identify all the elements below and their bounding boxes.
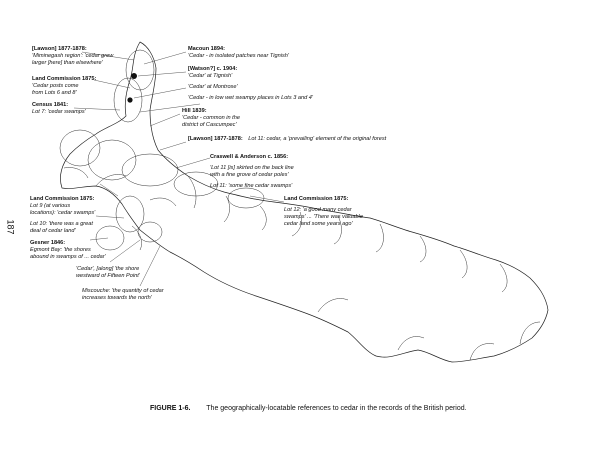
annotation-macoun [188, 46, 289, 60]
annotation-quote: westward of Fifteen Point' [76, 273, 140, 279]
annotation-cedar-along-shore [76, 266, 140, 280]
figure-caption [150, 405, 467, 412]
annotation-quote: with a fine grove of cedar poles' [210, 172, 289, 178]
annotation-lawson-early [32, 46, 113, 67]
figure-label: FIGURE 1-6. [150, 405, 191, 412]
annotation-heading: Macoun 1894: [188, 46, 225, 52]
annotation-quote: 'Cedar', [along] 'the shore [76, 266, 140, 272]
annotation-quote: district of Cascumpec' [182, 122, 237, 128]
annotation-quote: deal of cedar land' [30, 228, 76, 234]
annotation-quote: Lot 10: 'there was a great [30, 221, 93, 227]
annotation-land-commission-c [284, 196, 363, 228]
annotation-watson [188, 66, 313, 102]
annotation-quote: 'Cedar' at Montrose' [188, 84, 238, 90]
annotation-census [32, 102, 86, 116]
annotation-heading: Hill 1839: [182, 108, 207, 114]
annotation-hill [182, 108, 240, 129]
annotation-heading: Land Commission 1875: [32, 76, 97, 82]
annotation-quote: from Lots 6 and 8' [32, 90, 77, 96]
montrose-dot [127, 97, 132, 102]
annotation-land-commission-b [30, 196, 95, 235]
annotation-quote: locations): 'cedar swamps' [30, 210, 96, 216]
annotation-quote: cedar land some years ago' [284, 221, 353, 227]
annotation-quote: Lot 9 (at various [30, 203, 71, 209]
annotation-heading: Census 1841: [32, 102, 69, 108]
annotation-quote: swamps' ... 'There was valuable [284, 214, 363, 220]
annotation-quote: Lot 11: 'some fine cedar swamps' [210, 183, 293, 189]
annotation-craswell [210, 154, 294, 190]
page-number: 187 [5, 219, 16, 235]
annotation-heading: Craswell & Anderson c. 1856: [210, 154, 289, 160]
annotation-quote: 'Cedar - in isolated patches near Tignish' [188, 53, 289, 59]
annotation-land-commission-a [32, 76, 96, 97]
annotation-heading: [Lawson] 1877-1878: [32, 46, 87, 52]
figure-caption-text: The geographically-locatable references to cedar in the records of the British period. [206, 405, 467, 412]
annotation-quote: Miscouche: 'the quantity of cedar [82, 288, 164, 294]
annotation-quote: 'Miminegash region': 'cedar grew [32, 53, 114, 59]
annotation-quote: abound in swamps of ... cedar' [30, 254, 106, 260]
annotation-heading: [Watson?] c. 1904: [188, 66, 238, 72]
annotation-quote: 'Cedar - in low wet swampy places in Lots 3 and 4' [188, 95, 313, 101]
annotation-heading: Gesner 1846: [30, 240, 66, 246]
annotation-miscouche [82, 288, 164, 302]
annotation-quote: increases towards the north' [82, 295, 152, 301]
annotation-quote: Lot 11: cedar, a 'prevailing' element of the original forest [248, 136, 387, 142]
annotation-quote: larger [here] than elsewhere' [32, 60, 103, 66]
annotation-quote: 'Cedar - common in the [182, 115, 240, 121]
annotation-quote: 'Cedar' at Tignish' [188, 73, 233, 79]
tignish-dot [131, 73, 137, 79]
annotation-heading: Land Commission 1875: [30, 196, 95, 202]
annotation-quote: Lot 12: 'a good many cedar [284, 207, 352, 213]
annotation-heading: Land Commission 1875: [284, 196, 349, 202]
annotation-heading: [Lawson] 1877-1878: [188, 136, 243, 142]
annotation-quote: 'Cedar posts come [32, 83, 79, 89]
annotation-gesner [30, 240, 106, 261]
annotation-lawson-late [188, 136, 386, 143]
annotation-quote: Egmont Bay: 'the shores [30, 247, 91, 253]
annotation-quote: 'Lot 11 [is] skirted on the back line [210, 165, 294, 171]
annotation-quote: Lot 7: 'cedar swamps' [32, 109, 86, 115]
